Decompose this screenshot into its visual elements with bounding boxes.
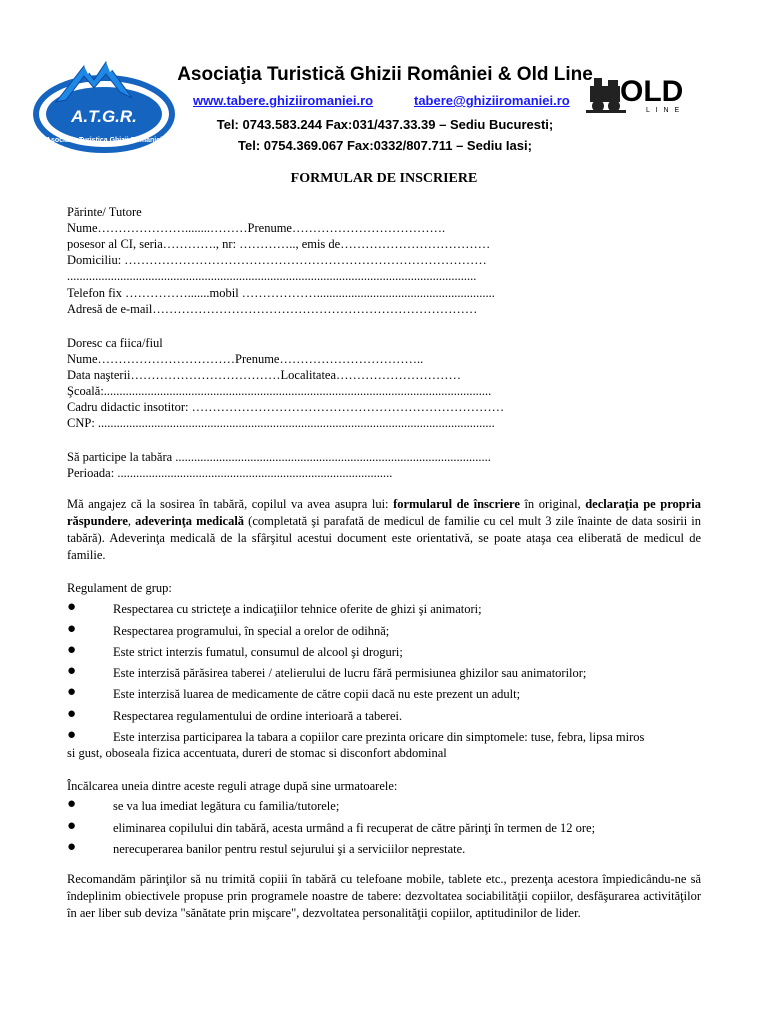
child-school-field: Şcoală:............................................................................................................................ bbox=[67, 384, 492, 398]
parent-name-field: Nume…………………........………Prenume………………………………. bbox=[67, 221, 446, 235]
organization-title: Asociaţia Turistică Ghizii României & Old Line bbox=[177, 64, 593, 85]
commitment-paragraph: Mă angajez că la sosirea în tabără, copilul va avea asupra lui: formularul de înscriere în original, declaraţia pe propria răspundere, adeverinţa medicală (completată şi parafată de medicul de familie cu cel mult 3 zile înainte de data sosirii in tabără). Adeverinţa medicală de la sfârşitul acestui document este orientativă, se poate ataşa cea eliberată de medicul de familie. bbox=[67, 497, 701, 562]
form-title: FORMULAR DE INSCRIERE bbox=[290, 171, 478, 186]
rules-heading: Regulament de grup: bbox=[67, 581, 172, 595]
email-link[interactable]: tabere@ghiziiromaniei.ro bbox=[414, 93, 570, 108]
parent-phone-field: Telefon fix …………….......mobil ………………......................................................... bbox=[67, 286, 495, 300]
parent-email-field: Adresă de e-mail…………………………………………………………………… bbox=[67, 302, 478, 316]
cnp-field: CNP: ............................................................................................................................... bbox=[67, 416, 495, 430]
parent-label: Părinte/ Tutore bbox=[67, 205, 142, 219]
child-label: Doresc ca fiica/fiul bbox=[67, 336, 163, 350]
svg-text:Asociatia Turistica Ghizii Rom: Asociatia Turistica Ghizii Romaniei bbox=[45, 137, 163, 144]
phone-line-bucuresti: Tel: 0743.583.244 Fax:031/437.33.39 – Sediu Bucuresti; bbox=[216, 117, 554, 132]
teacher-field: Cadru didactic insotitor: ………………………………………………………………… bbox=[67, 400, 505, 414]
camp-field: Să participe la tabăra ..................................................................................................... bbox=[67, 450, 491, 464]
parent-address-continued: ................................................................................................................................... bbox=[67, 269, 477, 283]
consequences-heading: Încălcarea uneia dintre aceste reguli atrage după sine urmatoarele: bbox=[67, 779, 398, 793]
rule-item-continued: si gust, oboseala fizica accentuata, dureri de stomac si disconfort abdominal bbox=[67, 746, 447, 760]
svg-text:A.T.G.R.: A.T.G.R. bbox=[71, 107, 137, 126]
parent-id-field: posesor al CI, seria…………., nr: ………….., emis de……………………………… bbox=[67, 237, 491, 251]
website-link[interactable]: www.tabere.ghiziiromaniei.ro bbox=[193, 93, 374, 108]
svg-text:L I N E: L I N E bbox=[646, 107, 682, 114]
parent-address-field: Domiciliu: …………………………………………………………………………… bbox=[67, 253, 487, 267]
period-field: Perioada: ........................................................................................ bbox=[67, 466, 393, 480]
child-name-field: Nume……………………………Prenume…………………………….. bbox=[67, 352, 424, 366]
child-birth-field: Data naşterii………………………………Localitatea………………………… bbox=[67, 368, 462, 382]
recommendation-paragraph: Recomandăm părinţilor să nu trimită copiii în tabără cu telefoane mobile, tablete etc., prezenţa acestora împiedicându-ne să îndeplinim obiectivele propuse prin programele noastre de tabere: dezvoltatea sociabilităţii copiilor, desfăşurarea activităţilor în aer liber sub deviza "sănătate prin mişcare", dezvoltatea personalităţii copiilor, aptitudinilor de lider. bbox=[67, 872, 701, 920]
phone-line-iasi: Tel: 0754.369.067 Fax:0332/807.711 – Sediu Iasi; bbox=[238, 138, 532, 153]
svg-text:OLD: OLD bbox=[620, 75, 684, 108]
